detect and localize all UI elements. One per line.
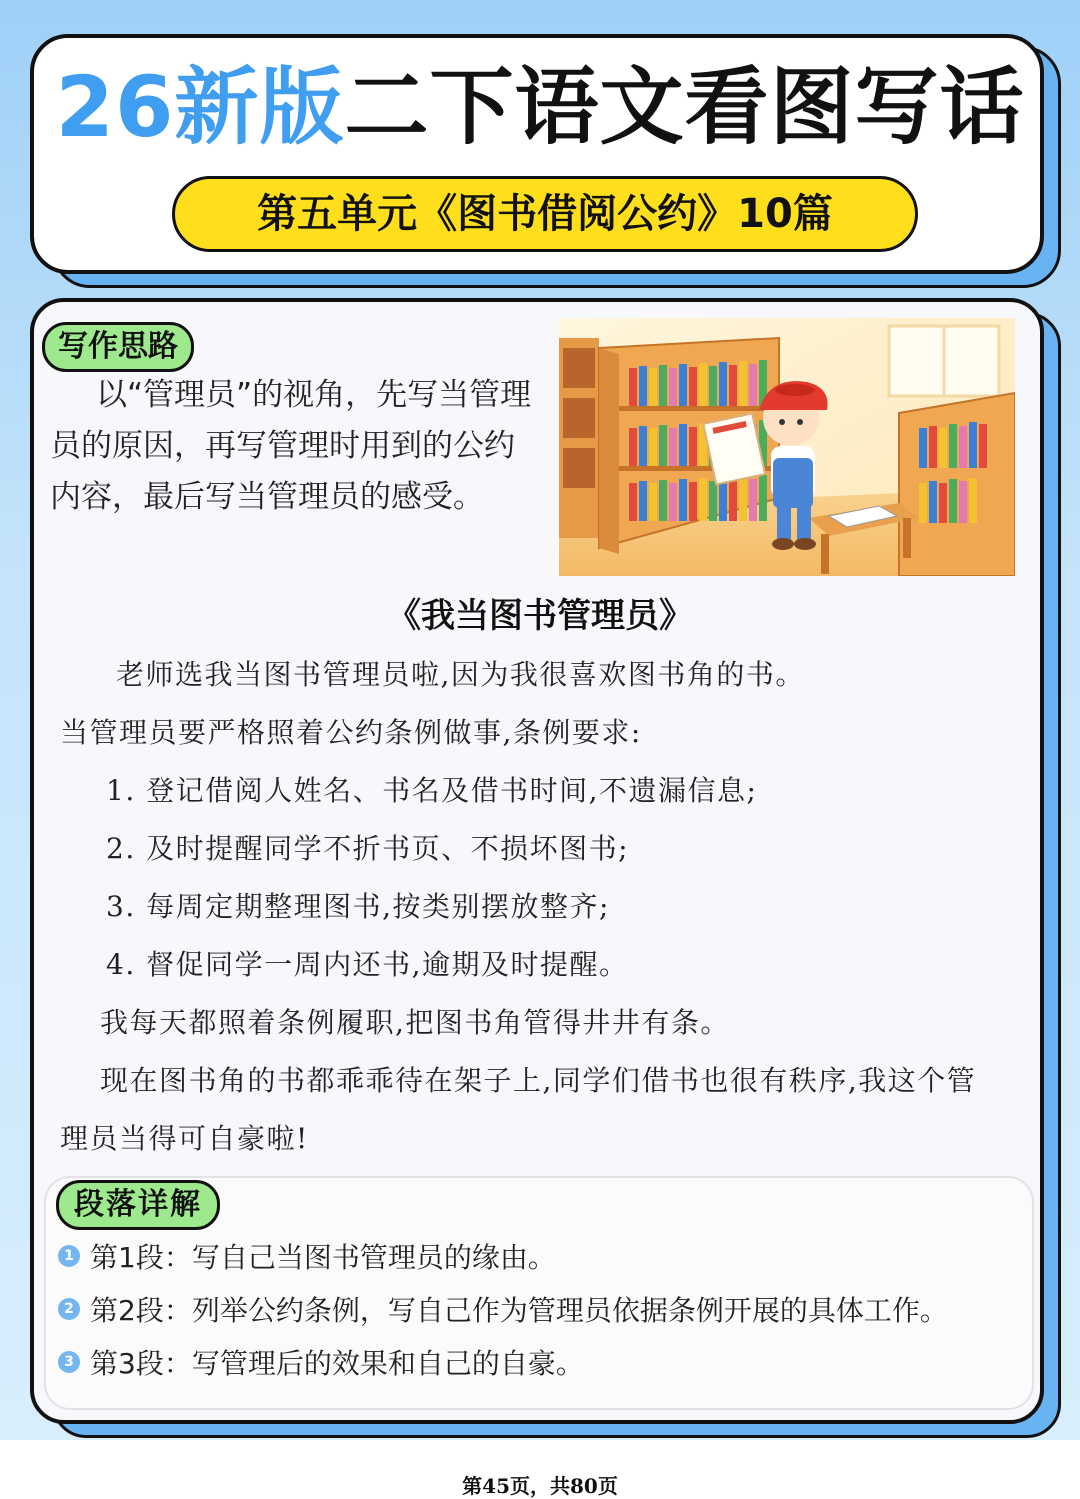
analysis-tag: 段落详解: [56, 1180, 220, 1230]
essay-title-wrap: [0, 588, 1080, 644]
number-badge: 2: [58, 1298, 80, 1320]
essay-line: 老师选我当图书管理员啦,因为我很喜欢图书角的书。: [116, 658, 805, 691]
page-number: 第45页，共80页: [462, 1474, 618, 1498]
library-illustration: [559, 318, 1015, 576]
number-badge: 1: [58, 1245, 80, 1267]
analysis-item: [58, 1236, 556, 1276]
title-rest: 二下语文看图写话: [344, 58, 1025, 156]
subtitle-pill: 第五单元《图书借阅公约》10篇: [172, 176, 918, 252]
essay-line: 现在图书角的书都乖乖待在架子上,同学们借书也很有秩序,我这个管: [100, 1064, 977, 1097]
essay-line: 理员当得可自豪啦!: [60, 1122, 309, 1155]
essay-line: 2. 及时提醒同学不折书页、不损坏图书;: [106, 832, 630, 865]
essay-line: 3. 每周定期整理图书,按类别摆放整齐;: [106, 890, 610, 923]
analysis-text: 第1段：写自己当图书管理员的缘由。: [90, 1241, 556, 1274]
analysis-text: 第3段：写管理后的效果和自己的自豪。: [90, 1347, 584, 1380]
essay-line: 当管理员要严格照着公约条例做事,条例要求:: [60, 716, 642, 749]
essay-line: 1. 登记借阅人姓名、书名及借书时间,不遗漏信息;: [106, 774, 758, 807]
writing-idea-tag: 写作思路: [42, 322, 194, 372]
essay-title: 《我当图书管理员》: [381, 588, 699, 644]
essay-line: 4. 督促同学一周内还书,逾期及时提醒。: [106, 948, 629, 981]
essay-line: 我每天都照着条例履职,把图书角管得井井有条。: [100, 1006, 730, 1039]
analysis-item: [58, 1342, 584, 1382]
number-badge: 3: [58, 1351, 80, 1373]
analysis-text: 第2段：列举公约条例，写自己作为管理员依据条例开展的具体工作。: [90, 1294, 948, 1327]
main-title: [0, 52, 1080, 162]
analysis-item: [58, 1289, 948, 1329]
writing-idea-text: 以“管理员”的视角，先写当管理员的原因，再写管理时用到的公约内容，最后写当管理员的感受。: [50, 377, 532, 515]
title-highlight: 26新版: [55, 58, 345, 156]
